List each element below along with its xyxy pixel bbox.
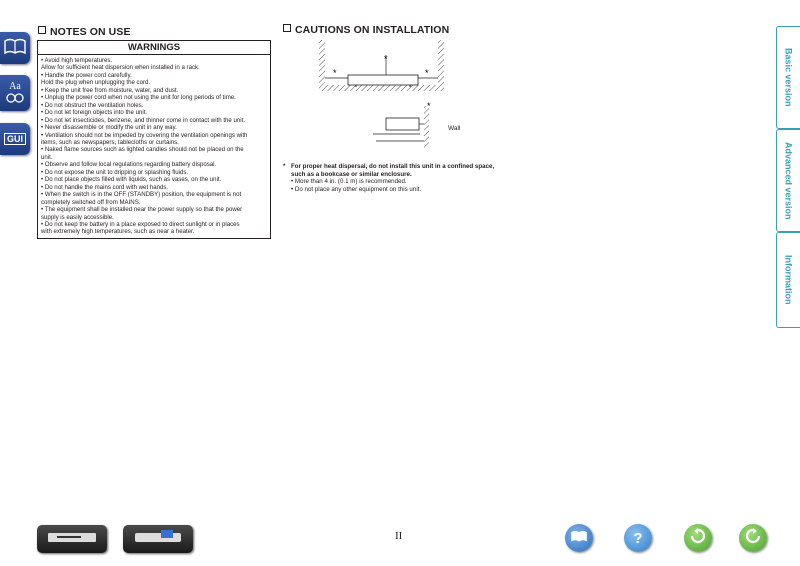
- player-front-button[interactable]: [37, 525, 107, 553]
- warning-item: • Keep the unit free from moisture, water, and dust.: [41, 87, 266, 94]
- wall-label: Wall: [448, 125, 461, 132]
- note-main: For proper heat dispersal, do not install this unit in a confined space, such as a bookcase or similar enclosure.: [291, 163, 495, 178]
- notes-heading: NOTES ON USE: [38, 26, 131, 38]
- gui-icon: GUI: [4, 133, 26, 145]
- warning-item: • Do not expose the unit to dripping or splashing fluids.: [41, 169, 266, 176]
- warning-item: • Ventilation should not be impeded by covering the ventilation openings with items, such as newspapers, tablecloths or curtains.: [41, 132, 266, 147]
- warning-item: • Do not obstruct the ventilation holes.: [41, 102, 266, 109]
- warning-item: • When the switch is in the OFF (STANDBY) position, the equipment is not completely switched off from MAINS.: [41, 191, 266, 206]
- warnings-list: [38, 57, 270, 236]
- tab-information[interactable]: Information: [776, 232, 800, 328]
- gui-tab[interactable]: [0, 123, 30, 155]
- forward-button[interactable]: [739, 524, 767, 552]
- back-button[interactable]: [684, 524, 712, 552]
- clearance-asterisk: *: [384, 54, 388, 64]
- book-icon: [570, 529, 588, 547]
- warning-item: • Do not handle the mains cord with wet hands.: [41, 184, 266, 191]
- clearance-asterisk: *: [427, 101, 431, 111]
- player-front-icon: [47, 530, 97, 549]
- unit-shape: [348, 75, 418, 85]
- font-tab[interactable]: [0, 75, 30, 111]
- forward-icon: [745, 528, 761, 548]
- wall-shape: [424, 106, 429, 148]
- page-number: II: [395, 530, 403, 542]
- warning-item: • Do not let foreign objects into the unit.: [41, 109, 266, 116]
- warning-item: • The equipment shall be installed near the power supply so that the power supply is easily accessible.: [41, 206, 266, 221]
- book-tab[interactable]: [0, 32, 30, 64]
- warnings-box: [37, 40, 271, 239]
- warning-item: • Observe and follow local regulations regarding battery disposal.: [41, 161, 266, 168]
- checkbox-square-icon: [283, 24, 291, 32]
- warning-item: • Never disassemble or modify the unit in any way.: [41, 124, 266, 131]
- caution-note: [283, 163, 494, 193]
- remote-control-icon: [133, 528, 183, 551]
- warning-item: • Unplug the power cord when not using the unit for long periods of time.: [41, 94, 266, 101]
- back-icon: [690, 528, 706, 548]
- warning-item: • Avoid high temperatures. Allow for sufficient heat dispersion when installed in a rack.: [41, 57, 266, 72]
- warnings-title: WARNINGS: [38, 41, 270, 55]
- unit-side-shape: [386, 118, 419, 130]
- question-icon: ?: [633, 529, 643, 547]
- remote-control-button[interactable]: [123, 525, 193, 553]
- note-sub-item: • More than 4 in. (0.1 m) is recommended.: [291, 178, 407, 186]
- warning-item: • Do not place objects filled with liquids, such as vases, on the unit.: [41, 176, 266, 183]
- warning-item: • Do not keep the battery in a place exposed to direct sunlight or in places with extremely high temperatures, such as near a heater.: [41, 221, 266, 236]
- cautions-heading: CAUTIONS ON INSTALLATION: [283, 24, 449, 36]
- note-sub-item: • Do not place any other equipment on this unit.: [291, 185, 422, 193]
- tab-basic-version[interactable]: Basic version: [776, 26, 800, 129]
- book-icon: [4, 37, 26, 60]
- clearance-asterisk: *: [333, 68, 337, 78]
- warning-item: • Do not let insecticides, benzene, and thinner come in contact with the unit.: [41, 117, 266, 124]
- checkbox-square-icon: [38, 26, 46, 34]
- contents-button[interactable]: [565, 524, 593, 552]
- clearance-asterisk: *: [425, 68, 429, 78]
- font-speaker-icon: Aa: [6, 82, 24, 105]
- installation-diagram: [316, 40, 476, 155]
- note-asterisk: *: [283, 163, 286, 170]
- help-button[interactable]: [624, 524, 652, 552]
- warning-item: • Handle the power cord carefully. Hold the plug when unplugging the cord.: [41, 72, 266, 87]
- tab-advanced-version[interactable]: Advanced version: [776, 129, 800, 232]
- warning-item: • Naked flame sources such as lighted candles should not be placed on the unit.: [41, 146, 266, 161]
